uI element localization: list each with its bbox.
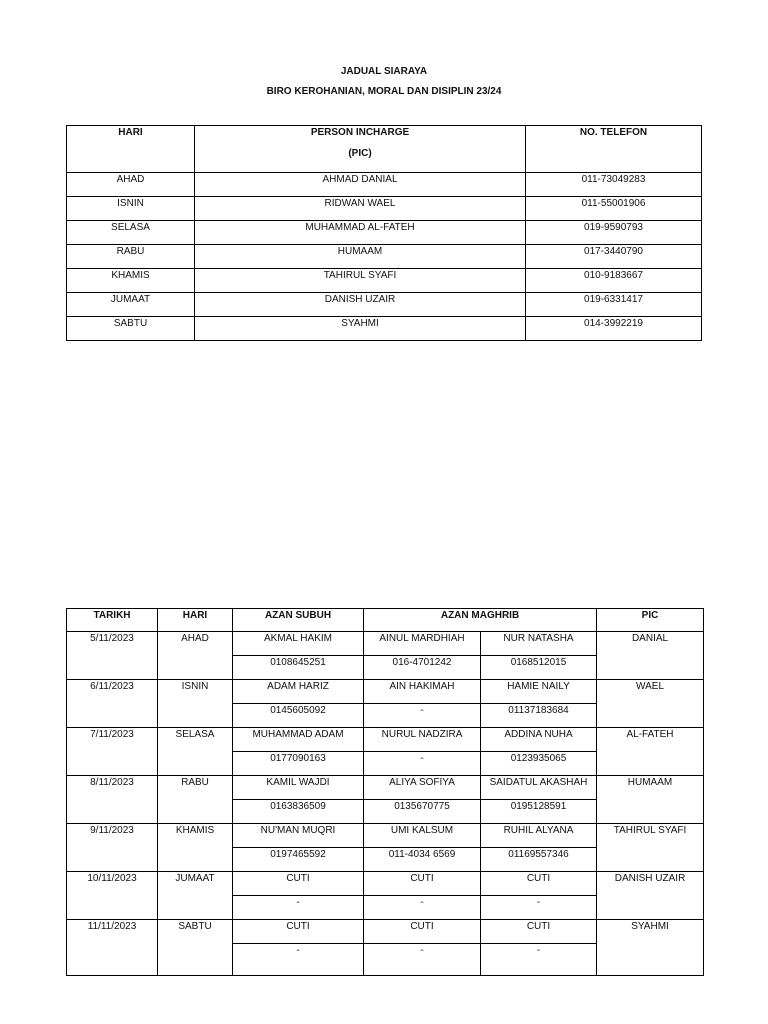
pic-row-name: SYAHMI [195, 317, 526, 341]
pic-row [67, 293, 702, 317]
azan-maghrib-1-name: UMI KALSUM [364, 824, 481, 848]
pic-row-name: MUHAMMAD AL-FATEH [195, 221, 526, 245]
schedule-hari: SABTU [158, 920, 233, 976]
azan-maghrib-1-name: CUTI [364, 872, 481, 896]
pic-row-name: HUMAAM [195, 245, 526, 269]
azan-maghrib-2-name: ADDINA NUHA [481, 728, 597, 752]
azan-subuh-phone: 0108645251 [233, 656, 364, 680]
schedule-row [67, 872, 704, 896]
pic-row [67, 245, 702, 269]
azan-maghrib-1-phone: - [364, 896, 481, 920]
azan-maghrib-1-name: NURUL NADZIRA [364, 728, 481, 752]
azan-subuh-phone: - [233, 896, 364, 920]
azan-maghrib-2-name: CUTI [481, 920, 597, 944]
schedule-tarikh: 6/11/2023 [67, 680, 158, 728]
azan-subuh-name: AKMAL HAKIM [233, 632, 364, 656]
pic-row-hari: KHAMIS [67, 269, 195, 293]
schedule-tarikh: 7/11/2023 [67, 728, 158, 776]
pic-row-hari: JUMAAT [67, 293, 195, 317]
schedule-row [67, 680, 704, 704]
azan-maghrib-2-phone: - [481, 896, 597, 920]
pic-row-name: DANISH UZAIR [195, 293, 526, 317]
schedule-tarikh: 5/11/2023 [67, 632, 158, 680]
azan-maghrib-1-phone: - [364, 944, 481, 976]
header-hari: HARI [67, 126, 195, 173]
azan-maghrib-2-phone: - [481, 944, 597, 976]
header-telefon: NO. TELEFON [526, 126, 702, 173]
schedule-table [66, 608, 704, 976]
schedule-pic: SYAHMI [597, 920, 704, 976]
schedule-row [67, 632, 704, 656]
schedule-hari: SELASA [158, 728, 233, 776]
document-title: JADUAL SIARAYA [340, 66, 428, 77]
azan-subuh-name: CUTI [233, 920, 364, 944]
azan-maghrib-1-name: AIN HAKIMAH [364, 680, 481, 704]
schedule-row [67, 824, 704, 848]
azan-maghrib-1-phone: - [364, 752, 481, 776]
azan-subuh-name: CUTI [233, 872, 364, 896]
schedule-tarikh: 9/11/2023 [67, 824, 158, 872]
schedule-pic: AL-FATEH [597, 728, 704, 776]
pic-row-hari: ISNIN [67, 197, 195, 221]
pic-row-name: TAHIRUL SYAFI [195, 269, 526, 293]
schedule-pic: DANIAL [597, 632, 704, 680]
pic-row [67, 269, 702, 293]
pic-row-phone: 019-9590793 [526, 221, 702, 245]
azan-subuh-phone: 0197465592 [233, 848, 364, 872]
header-azan-subuh: AZAN SUBUH [233, 609, 364, 632]
azan-maghrib-1-name: AINUL MARDHIAH [364, 632, 481, 656]
azan-maghrib-2-name: NUR NATASHA [481, 632, 597, 656]
schedule-pic: WAEL [597, 680, 704, 728]
pic-row [67, 173, 702, 197]
pic-row-phone: 010-9183667 [526, 269, 702, 293]
pic-row-phone: 017-3440790 [526, 245, 702, 269]
pic-table-header [67, 126, 702, 173]
header-person-incharge [195, 126, 526, 173]
schedule-row [67, 920, 704, 944]
azan-maghrib-2-name: HAMIE NAILY [481, 680, 597, 704]
schedule-header [67, 609, 704, 632]
schedule-tarikh: 11/11/2023 [67, 920, 158, 976]
schedule-hari: JUMAAT [158, 872, 233, 920]
pic-row-phone: 011-73049283 [526, 173, 702, 197]
pic-row-hari: SABTU [67, 317, 195, 341]
pic-row-phone: 014-3992219 [526, 317, 702, 341]
pic-row-name: AHMAD DANIAL [195, 173, 526, 197]
azan-maghrib-1-name: ALIYA SOFIYA [364, 776, 481, 800]
azan-maghrib-1-phone: 016-4701242 [364, 656, 481, 680]
azan-subuh-phone: 0145605092 [233, 704, 364, 728]
pic-row [67, 317, 702, 341]
pic-row-phone: 011-55001906 [526, 197, 702, 221]
azan-maghrib-2-phone: 01169557346 [481, 848, 597, 872]
azan-maghrib-1-name: CUTI [364, 920, 481, 944]
schedule-pic: DANISH UZAIR [597, 872, 704, 920]
schedule-hari: KHAMIS [158, 824, 233, 872]
pic-row [67, 197, 702, 221]
document-subtitle: BIRO KEROHANIAN, MORAL DAN DISIPLIN 23/24 [266, 86, 502, 97]
azan-maghrib-1-phone: 011-4034 6569 [364, 848, 481, 872]
pic-row [67, 221, 702, 245]
header-hari: HARI [158, 609, 233, 632]
azan-subuh-name: NU'MAN MUQRI [233, 824, 364, 848]
azan-maghrib-2-name: CUTI [481, 872, 597, 896]
azan-subuh-phone: 0177090163 [233, 752, 364, 776]
header-pic: PIC [597, 609, 704, 632]
azan-maghrib-2-phone: 0195128591 [481, 800, 597, 824]
azan-subuh-name: MUHAMMAD ADAM [233, 728, 364, 752]
azan-maghrib-2-name: RUHIL ALYANA [481, 824, 597, 848]
schedule-tarikh: 8/11/2023 [67, 776, 158, 824]
header-person-incharge-line1: PERSON INCHARGE [310, 127, 410, 138]
azan-maghrib-2-name: SAIDATUL AKASHAH [481, 776, 597, 800]
azan-maghrib-2-phone: 0168512015 [481, 656, 597, 680]
schedule-row [67, 776, 704, 800]
pic-row-phone: 019-6331417 [526, 293, 702, 317]
azan-maghrib-2-phone: 01137183684 [481, 704, 597, 728]
azan-subuh-phone: 0163836509 [233, 800, 364, 824]
azan-maghrib-1-phone: - [364, 704, 481, 728]
pic-row-hari: RABU [67, 245, 195, 269]
schedule-tarikh: 10/11/2023 [67, 872, 158, 920]
header-tarikh: TARIKH [67, 609, 158, 632]
schedule-hari: RABU [158, 776, 233, 824]
azan-subuh-phone: - [233, 944, 364, 976]
azan-maghrib-1-phone: 0135670775 [364, 800, 481, 824]
pic-row-hari: SELASA [67, 221, 195, 245]
azan-subuh-name: ADAM HARIZ [233, 680, 364, 704]
azan-subuh-name: KAMIL WAJDI [233, 776, 364, 800]
schedule-row [67, 728, 704, 752]
header-person-incharge-line2: (PIC) [348, 148, 372, 159]
pic-table [66, 125, 702, 341]
schedule-hari: ISNIN [158, 680, 233, 728]
pic-row-hari: AHAD [67, 173, 195, 197]
schedule-pic: TAHIRUL SYAFI [597, 824, 704, 872]
azan-maghrib-2-phone: 0123935065 [481, 752, 597, 776]
header-azan-maghrib: AZAN MAGHRIB [364, 609, 597, 632]
pic-row-name: RIDWAN WAEL [195, 197, 526, 221]
schedule-pic: HUMAAM [597, 776, 704, 824]
schedule-hari: AHAD [158, 632, 233, 680]
